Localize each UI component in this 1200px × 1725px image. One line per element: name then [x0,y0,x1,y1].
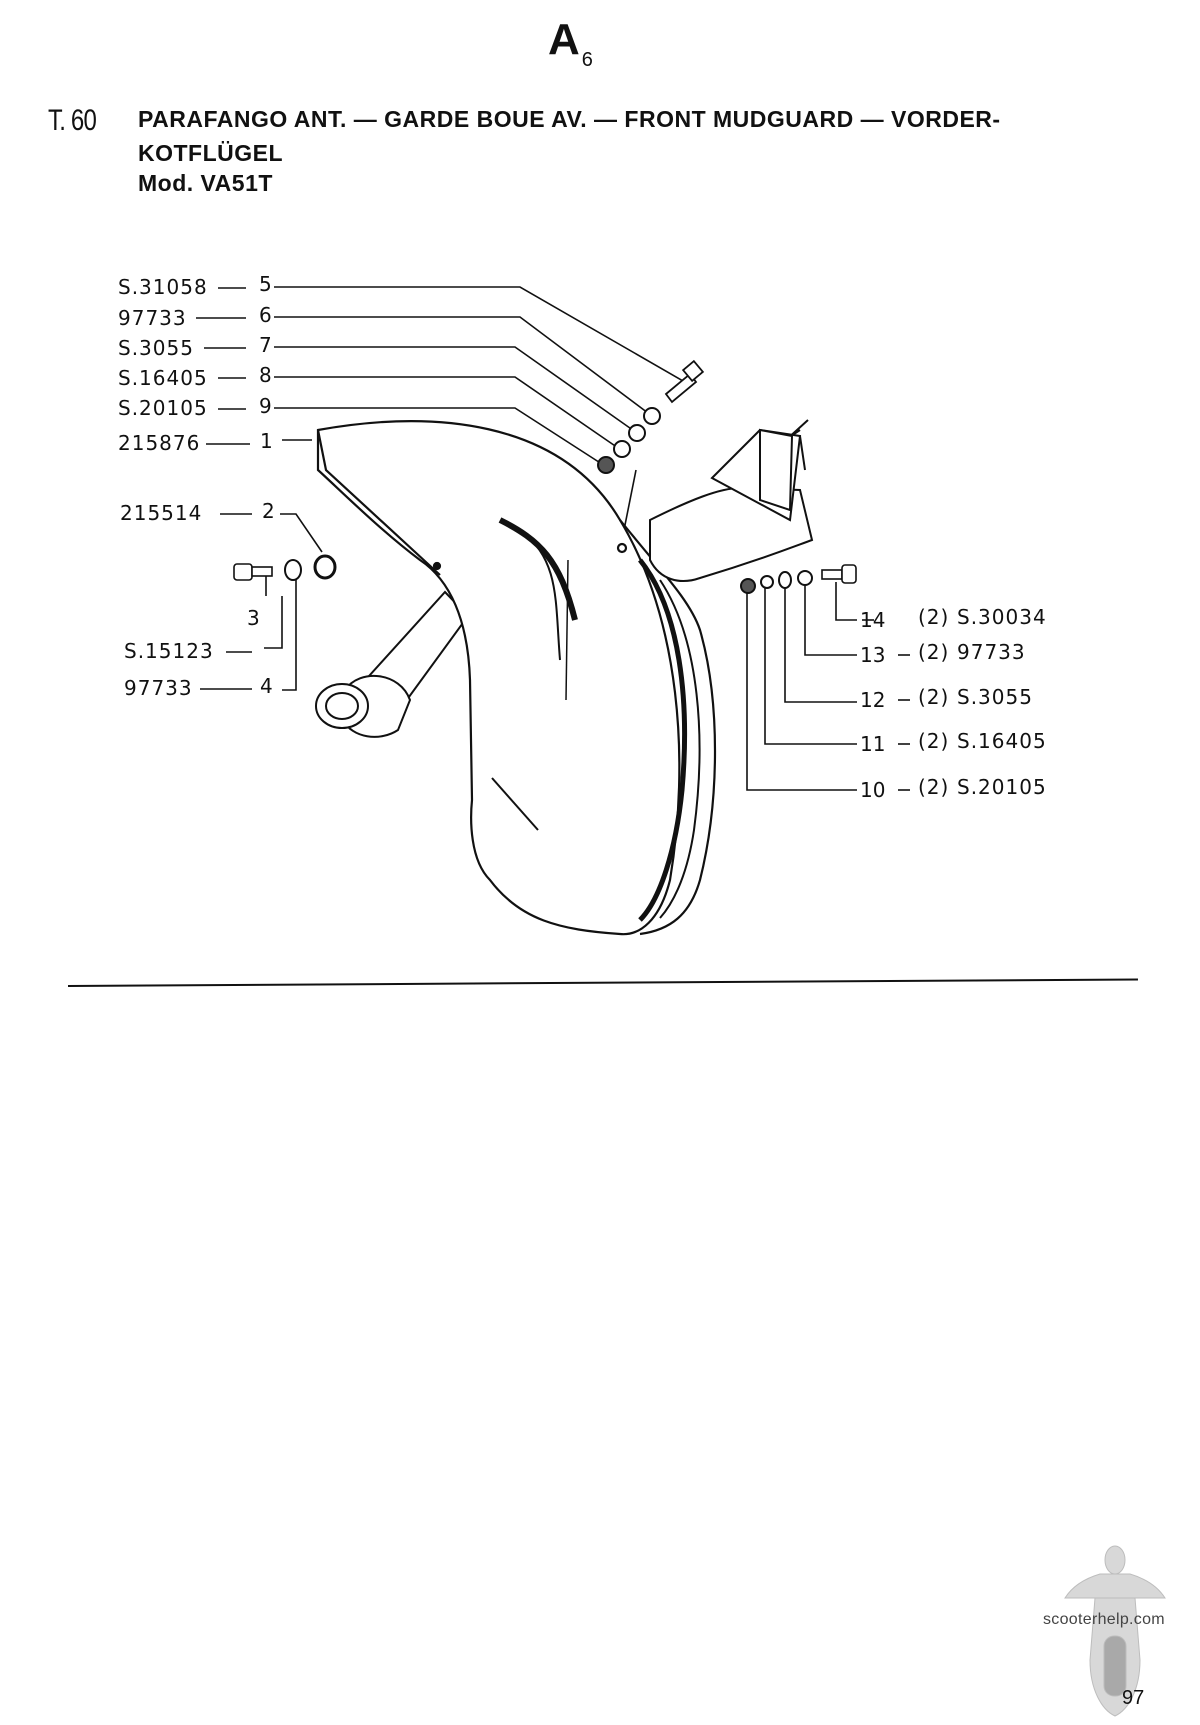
section-subscript: 6 [581,49,593,71]
callout-7-ref: 7 [259,333,272,357]
callout-3-ref: 3 [247,606,260,630]
leader-14 [836,582,857,620]
callout-14-code: S.30034 [957,605,1047,629]
callout-14-ref: 14 [860,608,886,632]
washer-8-icon [614,441,630,457]
callout-4-code: 97733 [124,676,193,700]
callout-6-code: 97733 [118,306,187,330]
leader-2 [280,514,322,552]
callout-9-code: S.20105 [118,396,208,420]
bolt-5-icon [666,361,703,402]
callout-14-qty: (2) [918,605,950,629]
leader-11 [765,584,857,744]
callout-1-ref: 1 [260,429,273,453]
callout-11-code: S.16405 [957,729,1047,753]
callout-5-code: S.31058 [118,275,208,299]
washer-7-icon [629,425,645,441]
callout-12-code: S.3055 [957,685,1033,709]
washer-6-icon [644,408,660,424]
washer-12-icon [779,572,791,588]
section-letter: A $_6$ [548,15,593,71]
callout-10-code: S.20105 [957,775,1047,799]
callout-6-ref: 6 [259,303,272,327]
washer-13-icon [798,571,812,585]
callout-4-ref: 4 [260,674,273,698]
page-title-line-2: KOTFLÜGEL [138,140,284,166]
steering-bracket [650,420,812,581]
nut-10-icon [741,579,755,593]
leader-7 [274,347,637,433]
callout-13-ref: 13 [860,643,886,667]
leader-10 [747,586,857,790]
callout-5-ref: 5 [259,272,272,296]
callout-13-code: 97733 [957,640,1026,664]
page-title-line-1: PARAFANGO ANT. — GARDE BOUE AV. — FRONT MUDGUARD — VORDER- [138,106,1001,132]
watermark-text: scooterhelp.com [1043,1611,1165,1628]
callout-3-code: S.15123 [124,639,214,663]
nut-9-icon [598,457,614,473]
callout-8-ref: 8 [259,363,272,387]
washer-11-icon [761,576,773,588]
callout-1-code: 215876 [118,431,201,455]
leader-6 [274,317,652,416]
leader-3-4 [264,575,296,690]
callout-10-ref: 10 [860,778,886,802]
callout-9-ref: 9 [259,394,272,418]
callout-11-qty: (2) [918,729,950,753]
leader-13 [805,582,857,655]
callout-8-code: S.16405 [118,366,208,390]
callout-10-qty: (2) [918,775,950,799]
page-title-model: Mod. VA51T [138,170,273,196]
callout-2-ref: 2 [262,499,275,523]
washer-4-icon [285,560,301,580]
callout-7-code: S.3055 [118,336,194,360]
callout-13-qty: (2) [918,640,950,664]
callout-12-qty: (2) [918,685,950,709]
callout-2-code: 215514 [120,501,203,525]
leader-5 [274,287,690,385]
nut-2-icon [315,556,335,578]
leader-12 [785,584,857,702]
scooter-silhouette-icon [1040,1540,1190,1720]
table-number: T. 60 [48,104,97,137]
callout-11-ref: 11 [860,732,886,756]
fork-tube [316,592,468,737]
callout-12-ref: 12 [860,688,886,712]
bolt-14-icon [822,565,856,583]
page-number: 97 [1122,1687,1145,1709]
